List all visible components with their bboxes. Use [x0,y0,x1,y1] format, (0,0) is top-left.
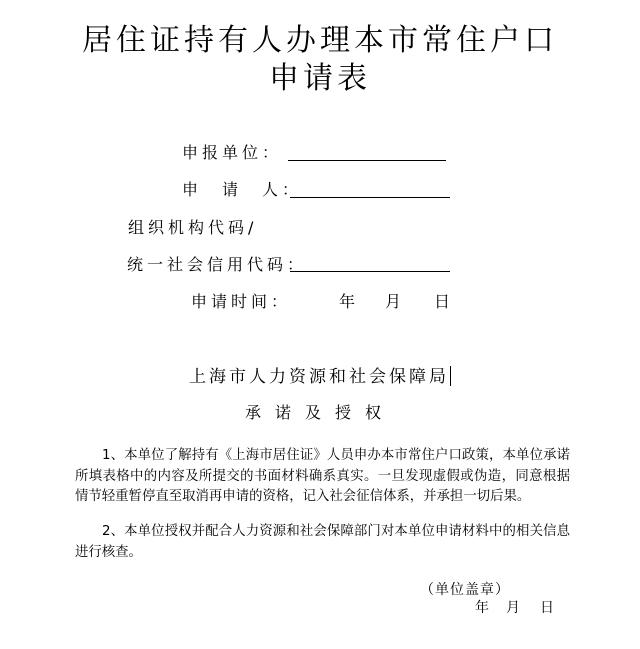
org-code-label: 组织机构代码/ [128,218,258,237]
apply-year-label: 年 [339,292,356,311]
applicant-label: 申 请 人： [182,180,303,199]
apply-month-label: 月 [385,292,402,311]
sign-month-label: 月 [506,600,521,616]
credit-code-label: 统一社会信用代码： [127,255,308,274]
form-subtitle: 申请表 [269,61,371,96]
sign-day-label: 日 [540,600,555,616]
department-line [0,366,640,388]
commitment-paragraph-2: 2、本单位授权并配合人力资源和社会保障部门对本单位申请材料中的相关信息进行核查。 [75,524,570,560]
applicant-field[interactable] [290,197,450,198]
department-name: 上海市人力资源和社会保障局 [189,367,449,387]
commitment-heading: 承诺及授权 [244,403,395,422]
sign-year-label: 年 [475,600,490,616]
time-label: 申请时间： [191,292,292,311]
unit-label: 申报单位： [182,143,283,162]
form-title: 居住证持有人办理本市常住户口 [82,23,558,58]
credit-code-field[interactable] [290,271,450,272]
text-cursor [450,366,451,386]
seal-label: （单位盖章） [420,582,510,598]
apply-day-label: 日 [434,292,451,311]
commitment-paragraph-1: 1、本单位了解持有《上海市居住证》人员申办本市常住户口政策，本单位承诺所填表格中的内容及所提交的书面材料确系真实。一旦发现虚假或伪造，同意根据情节轻重暂停直至取消再申请的资格，记入社会征信体系，并承担一切后果。 [75,448,570,504]
unit-field[interactable] [288,160,446,161]
